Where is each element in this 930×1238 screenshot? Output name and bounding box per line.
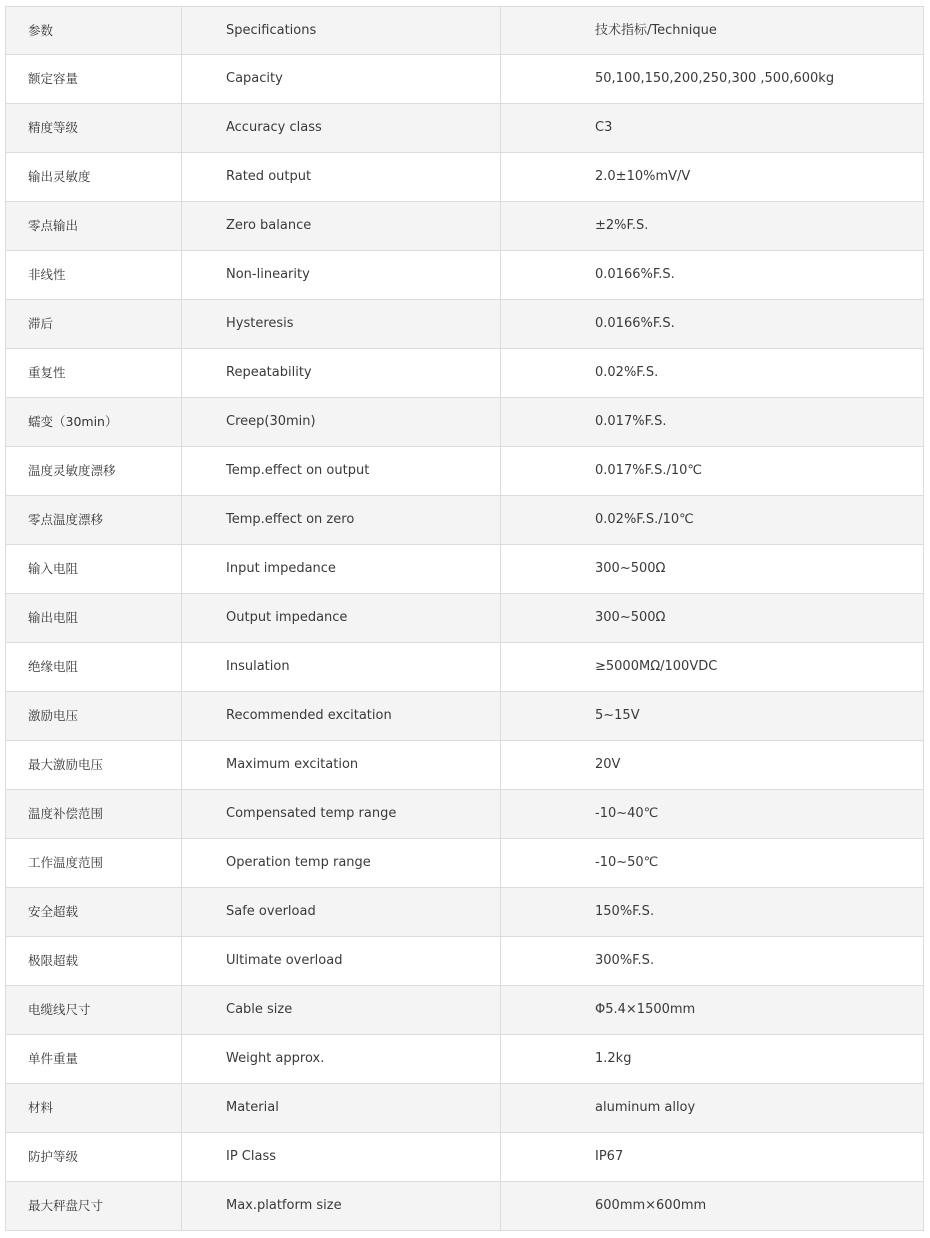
table-row [6, 251, 924, 300]
header-param: 参数 [6, 7, 182, 55]
cell-param: 零点输出 [6, 202, 182, 251]
table-row [6, 349, 924, 398]
cell-spec: Safe overload [182, 888, 501, 937]
table-row [6, 741, 924, 790]
cell-tech: IP67 [501, 1133, 924, 1182]
cell-param: 蠕变（30min） [6, 398, 182, 447]
cell-param: 最大秤盘尺寸 [6, 1182, 182, 1231]
cell-tech: 0.02%F.S. [501, 349, 924, 398]
cell-spec: Cable size [182, 986, 501, 1035]
table-row [6, 888, 924, 937]
header-spec: Specifications [182, 7, 501, 55]
table-row [6, 594, 924, 643]
cell-tech: 5~15V [501, 692, 924, 741]
table-row [6, 986, 924, 1035]
cell-param: 最大激励电压 [6, 741, 182, 790]
cell-tech: 0.0166%F.S. [501, 300, 924, 349]
cell-tech: -10~40℃ [501, 790, 924, 839]
cell-spec: Non-linearity [182, 251, 501, 300]
table-row [6, 55, 924, 104]
cell-param: 输入电阻 [6, 545, 182, 594]
table-header-row [6, 7, 924, 55]
table-row [6, 839, 924, 888]
cell-tech: 0.017%F.S. [501, 398, 924, 447]
cell-spec: IP Class [182, 1133, 501, 1182]
cell-tech: 150%F.S. [501, 888, 924, 937]
cell-param: 安全超载 [6, 888, 182, 937]
cell-spec: Hysteresis [182, 300, 501, 349]
table-row [6, 1084, 924, 1133]
cell-tech: 300%F.S. [501, 937, 924, 986]
cell-param: 精度等级 [6, 104, 182, 153]
cell-tech: 1.2kg [501, 1035, 924, 1084]
table-row [6, 153, 924, 202]
table-row [6, 1182, 924, 1231]
cell-spec: Repeatability [182, 349, 501, 398]
cell-spec: Zero balance [182, 202, 501, 251]
table-row [6, 692, 924, 741]
cell-tech: -10~50℃ [501, 839, 924, 888]
cell-tech: aluminum alloy [501, 1084, 924, 1133]
cell-param: 滞后 [6, 300, 182, 349]
cell-spec: Accuracy class [182, 104, 501, 153]
table-row [6, 1035, 924, 1084]
cell-spec: Rated output [182, 153, 501, 202]
cell-tech: C3 [501, 104, 924, 153]
cell-param: 电缆线尺寸 [6, 986, 182, 1035]
cell-spec: Capacity [182, 55, 501, 104]
table-row [6, 300, 924, 349]
cell-spec: Ultimate overload [182, 937, 501, 986]
specifications-table-body [6, 7, 924, 1231]
cell-param: 工作温度范围 [6, 839, 182, 888]
table-row [6, 937, 924, 986]
table-row [6, 545, 924, 594]
cell-tech: 50,100,150,200,250,300 ,500,600kg [501, 55, 924, 104]
cell-spec: Temp.effect on zero [182, 496, 501, 545]
cell-spec: Max.platform size [182, 1182, 501, 1231]
cell-tech: 300~500Ω [501, 545, 924, 594]
cell-param: 非线性 [6, 251, 182, 300]
table-row [6, 447, 924, 496]
cell-spec: Input impedance [182, 545, 501, 594]
table-row [6, 496, 924, 545]
cell-tech: 0.017%F.S./10℃ [501, 447, 924, 496]
cell-param: 重复性 [6, 349, 182, 398]
cell-param: 材料 [6, 1084, 182, 1133]
cell-spec: Compensated temp range [182, 790, 501, 839]
cell-tech: 20V [501, 741, 924, 790]
specifications-table [5, 6, 924, 1231]
table-row [6, 790, 924, 839]
cell-spec: Material [182, 1084, 501, 1133]
cell-param: 温度灵敏度漂移 [6, 447, 182, 496]
cell-param: 零点温度漂移 [6, 496, 182, 545]
table-row [6, 643, 924, 692]
table-row [6, 398, 924, 447]
table-row [6, 104, 924, 153]
cell-tech: 2.0±10%mV/V [501, 153, 924, 202]
cell-param: 输出电阻 [6, 594, 182, 643]
cell-spec: Creep(30min) [182, 398, 501, 447]
cell-param: 额定容量 [6, 55, 182, 104]
cell-spec: Operation temp range [182, 839, 501, 888]
cell-param: 防护等级 [6, 1133, 182, 1182]
cell-spec: Output impedance [182, 594, 501, 643]
cell-tech: Φ5.4×1500mm [501, 986, 924, 1035]
cell-param: 温度补偿范围 [6, 790, 182, 839]
cell-param: 激励电压 [6, 692, 182, 741]
cell-tech: 0.0166%F.S. [501, 251, 924, 300]
cell-tech: 600mm×600mm [501, 1182, 924, 1231]
table-row [6, 202, 924, 251]
cell-param: 单件重量 [6, 1035, 182, 1084]
cell-spec: Insulation [182, 643, 501, 692]
cell-spec: Temp.effect on output [182, 447, 501, 496]
cell-spec: Maximum excitation [182, 741, 501, 790]
cell-tech: 300~500Ω [501, 594, 924, 643]
cell-param: 极限超载 [6, 937, 182, 986]
header-tech: 技术指标/Technique [501, 7, 924, 55]
cell-param: 绝缘电阻 [6, 643, 182, 692]
cell-tech: ±2%F.S. [501, 202, 924, 251]
cell-tech: 0.02%F.S./10℃ [501, 496, 924, 545]
cell-param: 输出灵敏度 [6, 153, 182, 202]
cell-spec: Recommended excitation [182, 692, 501, 741]
cell-spec: Weight approx. [182, 1035, 501, 1084]
cell-tech: ≥5000MΩ/100VDC [501, 643, 924, 692]
table-row [6, 1133, 924, 1182]
